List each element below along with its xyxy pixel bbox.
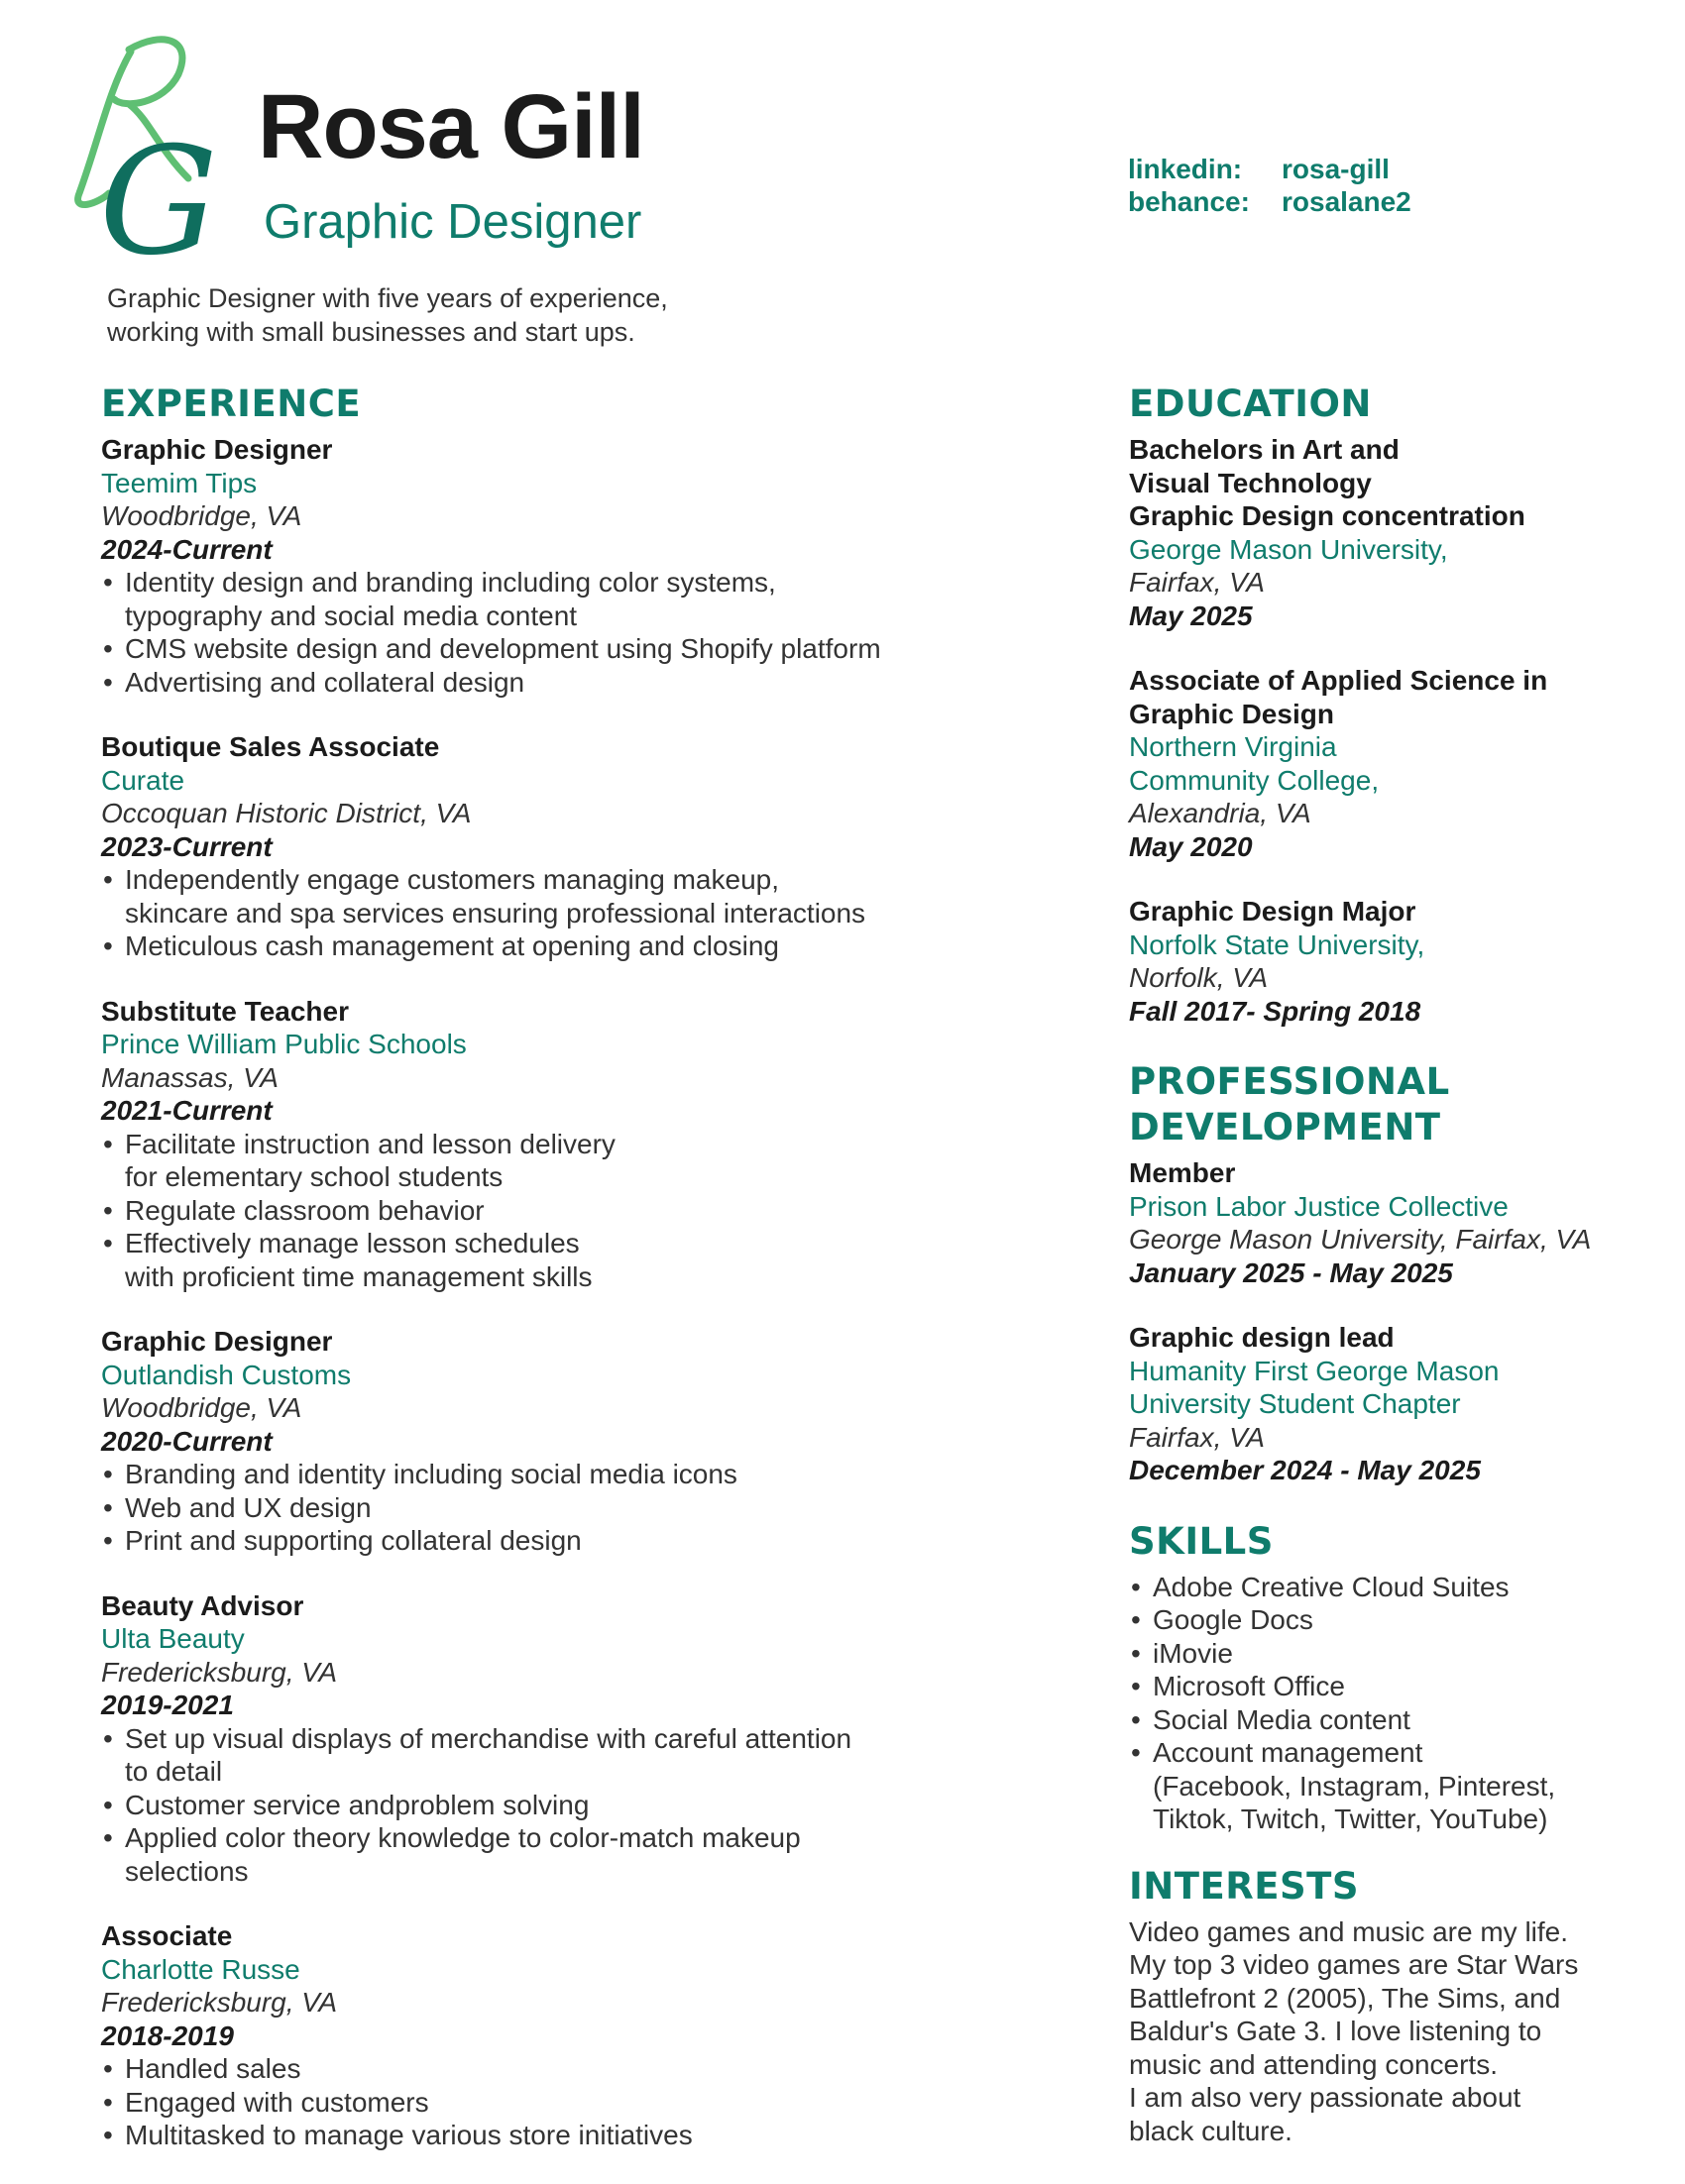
- school-line: George Mason University,: [1129, 533, 1448, 565]
- pd-role: Member: [1129, 1157, 1236, 1188]
- pd-org-line: Prison Labor Justice Collective: [1129, 1190, 1509, 1222]
- job-dates: 2023-Current: [101, 830, 273, 862]
- job-entry: [101, 1919, 993, 2152]
- heading-line: DEVELOPMENT: [1129, 1106, 1441, 1148]
- job-bullet: [101, 1789, 993, 1822]
- bullet-line: to detail: [125, 1756, 223, 1787]
- skill-item: [1129, 1603, 1664, 1637]
- interests-line: music and attending concerts.: [1129, 2048, 1498, 2080]
- degree-line: Associate of Applied Science in: [1129, 665, 1548, 696]
- job-company: Teemim Tips: [101, 467, 258, 498]
- skill-line: • iMovie: [1153, 1637, 1233, 1669]
- bullet-line: • Web and UX design: [125, 1491, 372, 1523]
- job-bullets: [101, 1458, 993, 1558]
- summary-line: working with small businesses and start ups.: [107, 317, 635, 347]
- school-line: Northern Virginia: [1129, 731, 1337, 762]
- job-bullet: [101, 1524, 993, 1558]
- job-role: Graphic Designer: [101, 1326, 333, 1357]
- job-bullet: [101, 1821, 993, 1888]
- job-bullet: [101, 632, 993, 666]
- interests-line: black culture.: [1129, 2115, 1292, 2146]
- education-dates: Fall 2017- Spring 2018: [1129, 995, 1421, 1027]
- job-bullet: [101, 1458, 993, 1491]
- pd-entry: [1129, 1156, 1664, 1289]
- pd-role: Graphic design lead: [1129, 1322, 1395, 1353]
- job-dates: 2021-Current: [101, 1095, 273, 1126]
- job-role: Beauty Advisor: [101, 1589, 304, 1621]
- bullet-line: skincare and spa services ensuring professional interactions: [125, 897, 866, 928]
- job-entry: [101, 1325, 993, 1558]
- job-bullets: [101, 1722, 993, 1889]
- degree-line: Visual Technology: [1129, 467, 1372, 498]
- skill-item: [1129, 1670, 1664, 1703]
- job-bullets: [101, 1128, 993, 1294]
- job-bullet: [101, 1491, 993, 1525]
- bullet-line: • Engaged with customers: [125, 2086, 429, 2118]
- social-linkedin: [1128, 153, 1411, 185]
- job-location: Fredericksburg, VA: [101, 1987, 338, 2018]
- job-location: Woodbridge, VA: [101, 1392, 302, 1423]
- education-dates: May 2020: [1129, 830, 1253, 862]
- candidate-name: Rosa Gill: [258, 76, 644, 177]
- social-value[interactable]: rosa-gill: [1282, 154, 1390, 184]
- professional-development-list: [1129, 1156, 1664, 1487]
- pd-dates: January 2025 - May 2025: [1129, 1256, 1453, 1288]
- professional-development-heading: [1129, 1059, 1664, 1150]
- job-entry: [101, 1589, 993, 1889]
- pd-org-line: Humanity First George Mason: [1129, 1355, 1500, 1386]
- social-links: [1128, 153, 1411, 218]
- job-location: Manassas, VA: [101, 1061, 279, 1093]
- job-bullets: [101, 863, 993, 963]
- job-bullet: [101, 1194, 993, 1228]
- monogram-logo: [69, 30, 238, 268]
- bullet-line: for elementary school students: [125, 1161, 504, 1192]
- skill-item: [1129, 1703, 1664, 1737]
- bullet-line: • Meticulous cash management at opening and closing: [125, 930, 779, 961]
- heading-line: PROFESSIONAL: [1129, 1060, 1450, 1103]
- job-location: Fredericksburg, VA: [101, 1656, 338, 1688]
- social-label: linkedin:: [1128, 154, 1243, 184]
- education-entry: [1129, 433, 1664, 632]
- bullet-line: with proficient time management skills: [125, 1260, 593, 1292]
- school-line: Norfolk State University,: [1129, 928, 1425, 960]
- job-bullet: [101, 929, 993, 963]
- bullet-line: • Advertising and collateral design: [125, 666, 525, 698]
- bullet-line: • Independently engage customers managing makeup,: [125, 864, 779, 895]
- interests-line: I am also very passionate about: [1129, 2082, 1521, 2113]
- job-company: Outlandish Customs: [101, 1359, 352, 1390]
- skill-item: [1129, 1571, 1664, 1604]
- skills-list: [1129, 1571, 1664, 1836]
- job-entry: [101, 433, 993, 699]
- job-bullets: [101, 2052, 993, 2152]
- left-column: [101, 382, 993, 2184]
- job-dates: 2019-2021: [101, 1690, 234, 1720]
- job-bullet: [101, 2119, 993, 2152]
- job-bullet: [101, 566, 993, 632]
- social-behance: [1128, 185, 1411, 218]
- social-value[interactable]: rosalane2: [1282, 186, 1411, 217]
- experience-list: [101, 433, 993, 2152]
- bullet-line: • Facilitate instruction and lesson delivery: [125, 1128, 616, 1159]
- social-label: behance:: [1128, 186, 1250, 217]
- job-role: Graphic Designer: [101, 434, 333, 465]
- job-bullet: [101, 1722, 993, 1789]
- job-dates: 2024-Current: [101, 533, 273, 565]
- job-role: Substitute Teacher: [101, 995, 349, 1027]
- skills-heading: SKILLS: [1129, 1519, 1274, 1563]
- interests-text: [1129, 1915, 1644, 2148]
- education-list: [1129, 433, 1664, 1028]
- bullet-line: • Customer service andproblem solving: [125, 1789, 590, 1820]
- job-bullet: [101, 863, 993, 929]
- skill-line: • Google Docs: [1153, 1604, 1313, 1635]
- education-location: Alexandria, VA: [1129, 798, 1311, 828]
- job-location: Occoquan Historic District, VA: [101, 798, 472, 828]
- degree-line: Bachelors in Art and: [1129, 434, 1400, 465]
- job-bullet: [101, 2052, 993, 2086]
- job-company: Charlotte Russe: [101, 1953, 300, 1985]
- education-heading: EDUCATION: [1129, 382, 1372, 425]
- job-dates: 2018-2019: [101, 2020, 234, 2051]
- skill-line: • Account management: [1153, 1737, 1423, 1768]
- job-bullet: [101, 1227, 993, 1293]
- education-location: Norfolk, VA: [1129, 962, 1269, 993]
- summary-line: Graphic Designer with five years of experience,: [107, 283, 668, 313]
- bullet-line: • Effectively manage lesson schedules: [125, 1228, 580, 1258]
- pd-location: George Mason University, Fairfax, VA: [1129, 1224, 1592, 1255]
- job-dates: 2020-Current: [101, 1425, 273, 1457]
- skill-line: Tiktok, Twitch, Twitter, YouTube): [1153, 1803, 1548, 1834]
- job-company: Curate: [101, 764, 185, 796]
- bullet-line: • Applied color theory knowledge to color-match makeup: [125, 1822, 801, 1853]
- experience-heading: EXPERIENCE: [101, 382, 362, 425]
- interests-heading: INTERESTS: [1129, 1864, 1360, 1908]
- skill-line: • Microsoft Office: [1153, 1671, 1345, 1701]
- right-column: [1129, 382, 1664, 2147]
- bullet-line: • Regulate classroom behavior: [125, 1194, 485, 1226]
- job-entry: [101, 730, 993, 963]
- education-entry: [1129, 895, 1664, 1028]
- interests-line: Baldur's Gate 3. I love listening to: [1129, 2016, 1542, 2046]
- school-line: Community College,: [1129, 764, 1380, 796]
- svg-text:G: G: [99, 116, 218, 268]
- interests-line: Battlefront 2 (2005), The Sims, and: [1129, 1982, 1561, 2014]
- bullet-line: • CMS website design and development using Shopify platform: [125, 633, 881, 664]
- degree-line: Graphic Design Major: [1129, 896, 1416, 927]
- job-company: Ulta Beauty: [101, 1623, 245, 1654]
- education-location: Fairfax, VA: [1129, 567, 1265, 598]
- pd-location: Fairfax, VA: [1129, 1421, 1265, 1453]
- pd-org-line: University Student Chapter: [1129, 1388, 1461, 1419]
- education-dates: May 2025: [1129, 600, 1253, 631]
- degree-line: Graphic Design: [1129, 698, 1334, 729]
- job-bullets: [101, 566, 993, 699]
- bullet-line: • Branding and identity including social media icons: [125, 1459, 737, 1489]
- bullet-line: • Multitasked to manage various store initiatives: [125, 2120, 693, 2150]
- skill-line: (Facebook, Instagram, Pinterest,: [1153, 1770, 1556, 1802]
- job-company: Prince William Public Schools: [101, 1029, 467, 1059]
- bullet-line: • Set up visual displays of merchandise with careful attention: [125, 1722, 852, 1754]
- interests-line: Video games and music are my life.: [1129, 1915, 1569, 1947]
- bullet-line: • Identity design and branding including color systems,: [125, 567, 776, 598]
- skill-line: • Social Media content: [1153, 1703, 1410, 1735]
- bullet-line: typography and social media content: [125, 600, 578, 631]
- interests-line: My top 3 video games are Star Wars: [1129, 1949, 1579, 1980]
- job-location: Woodbridge, VA: [101, 500, 302, 531]
- job-entry: [101, 995, 993, 1294]
- job-role: Boutique Sales Associate: [101, 731, 440, 762]
- job-title: Graphic Designer: [264, 195, 642, 249]
- pd-dates: December 2024 - May 2025: [1129, 1455, 1481, 1485]
- education-entry: [1129, 664, 1664, 863]
- skill-item: [1129, 1736, 1664, 1836]
- bullet-line: • Handled sales: [125, 2053, 301, 2084]
- job-bullet: [101, 2086, 993, 2120]
- pd-entry: [1129, 1321, 1664, 1487]
- job-bullet: [101, 1128, 993, 1194]
- skill-line: • Adobe Creative Cloud Suites: [1153, 1571, 1510, 1602]
- summary: [107, 281, 781, 349]
- job-role: Associate: [101, 1920, 233, 1951]
- bullet-line: selections: [125, 1855, 249, 1887]
- skill-item: [1129, 1637, 1664, 1671]
- degree-line: Graphic Design concentration: [1129, 500, 1525, 531]
- job-bullet: [101, 666, 993, 700]
- bullet-line: • Print and supporting collateral design: [125, 1525, 582, 1556]
